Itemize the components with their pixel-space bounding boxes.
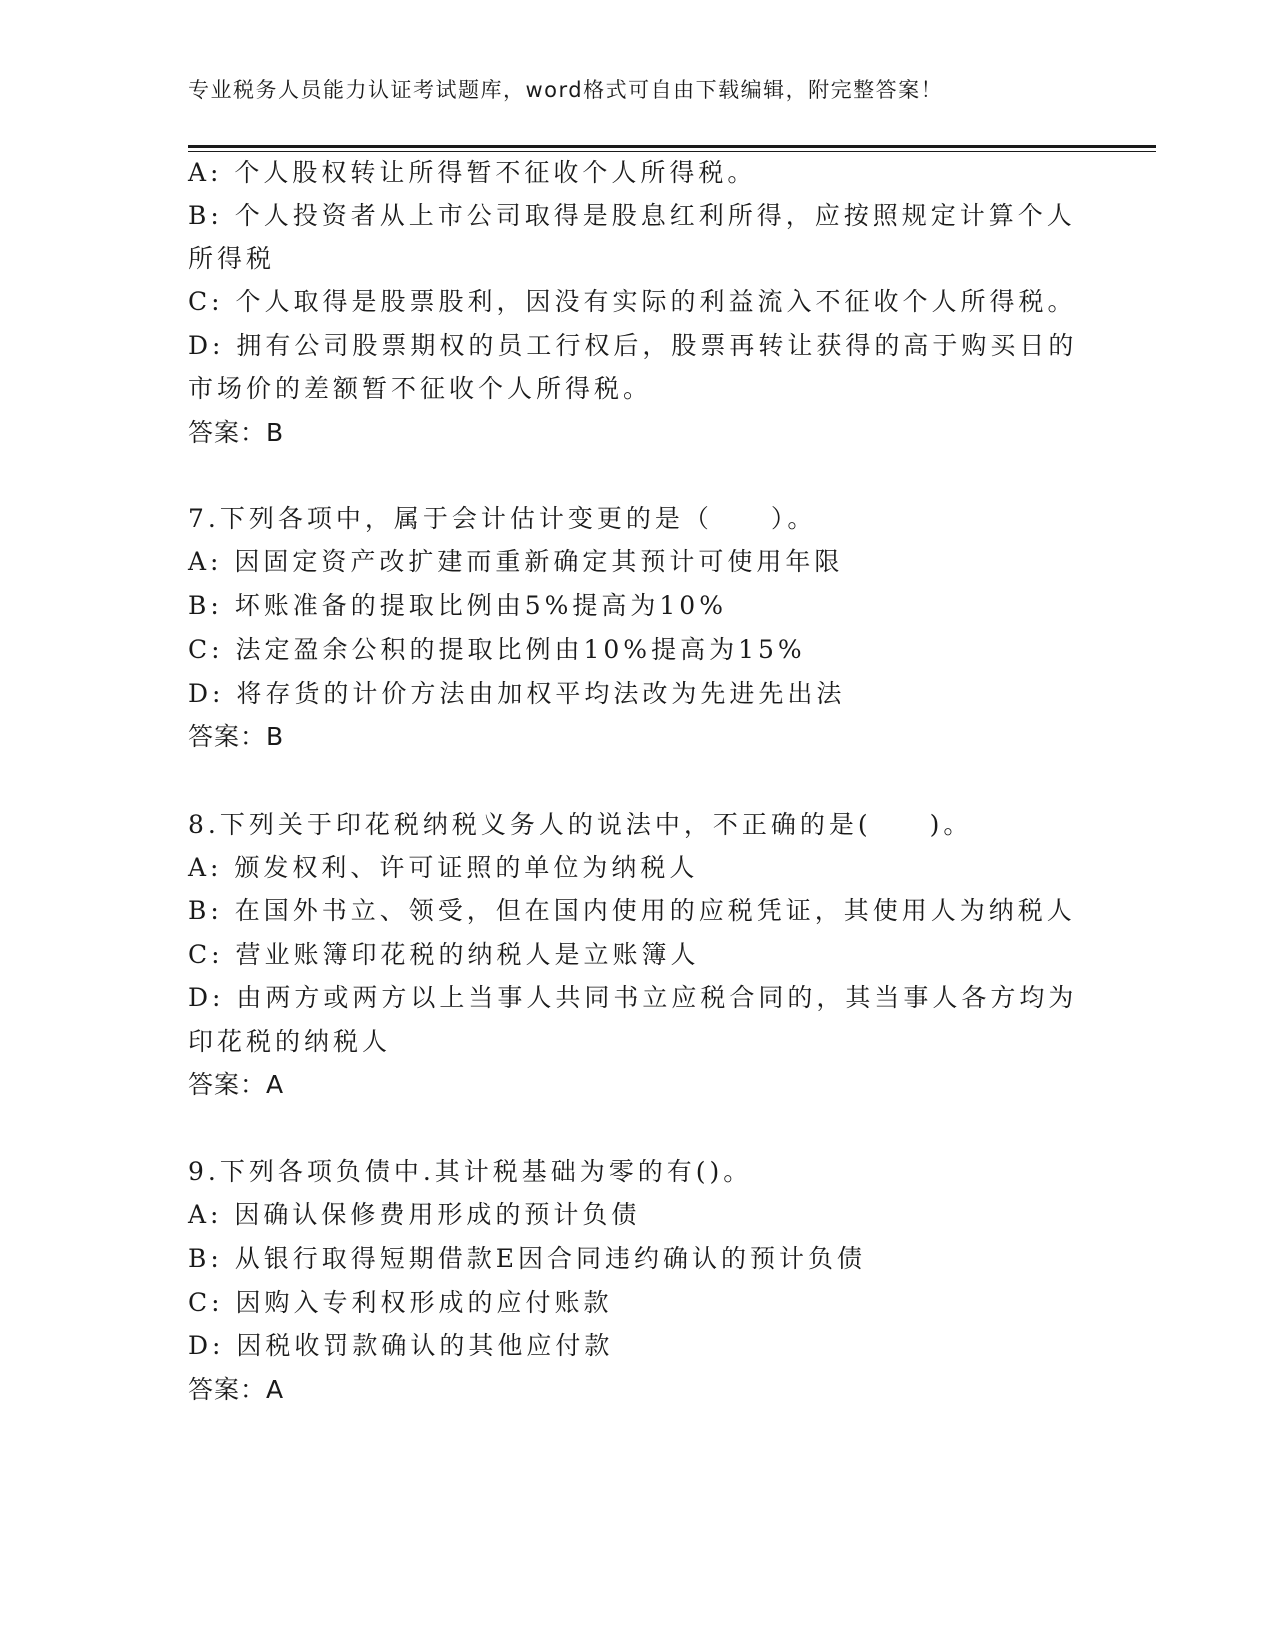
q7-option-a: A: 因固定资产改扩建而重新确定其预计可使用年限 xyxy=(188,547,844,576)
q8-option-d-line1: D: 由两方或两方以上当事人共同书立应税合同的，其当事人各方均为 xyxy=(188,983,1078,1012)
q9-option-b: B: 从银行取得短期借款E因合同违约确认的预计负债 xyxy=(188,1244,866,1273)
q8-answer: 答案：A xyxy=(188,1070,285,1099)
q7-answer: 答案：B xyxy=(188,722,285,751)
q9-question: 9.下列各项负债中.其计税基础为零的有()。 xyxy=(188,1157,753,1186)
page-header: 专业税务人员能力认证考试题库，word格式可自由下载编辑，附完整答案！ xyxy=(188,78,944,102)
q7-option-d: D: 将存货的计价方法由加权平均法改为先进先出法 xyxy=(188,679,846,708)
q8-option-c: C: 营业账簿印花税的纳税人是立账簿人 xyxy=(188,940,700,969)
q9-option-a: A: 因确认保修费用形成的预计负债 xyxy=(188,1200,641,1229)
q6-answer: 答案：B xyxy=(188,418,285,447)
q9-answer: 答案：A xyxy=(188,1375,285,1404)
q6-option-b-line1: B: 个人投资者从上市公司取得是股息红利所得，应按照规定计算个人 xyxy=(188,201,1076,230)
q9-option-d: D: 因税收罚款确认的其他应付款 xyxy=(188,1331,614,1360)
q6-option-a: A: 个人股权转让所得暂不征收个人所得税。 xyxy=(188,158,757,187)
q7-question: 7.下列各项中，属于会计估计变更的是（ ）。 xyxy=(188,504,817,533)
header-divider-thin xyxy=(188,151,1156,152)
q6-option-c: C: 个人取得是股票股利，因没有实际的利益流入不征收个人所得税。 xyxy=(188,287,1077,316)
q8-option-b: B: 在国外书立、领受，但在国内使用的应税凭证，其使用人为纳税人 xyxy=(188,896,1076,925)
q8-option-d-line2: 印花税的纳税人 xyxy=(188,1027,392,1056)
header-divider-thick xyxy=(188,145,1156,148)
q9-option-c: C: 因购入专利权形成的应付账款 xyxy=(188,1288,613,1317)
q7-option-b: B: 坏账准备的提取比例由5%提高为10% xyxy=(188,591,727,620)
q7-option-c: C: 法定盈余公积的提取比例由10%提高为15% xyxy=(188,635,806,664)
q6-option-d-line1: D: 拥有公司股票期权的员工行权后，股票再转让获得的高于购买日的 xyxy=(188,331,1078,360)
q6-option-b-line2: 所得税 xyxy=(188,244,276,273)
q8-option-a: A: 颁发权利、许可证照的单位为纳税人 xyxy=(188,853,699,882)
q6-option-d-line2: 市场价的差额暂不征收个人所得税。 xyxy=(188,374,653,403)
q8-question: 8.下列关于印花税纳税义务人的说法中，不正确的是( )。 xyxy=(188,810,973,839)
